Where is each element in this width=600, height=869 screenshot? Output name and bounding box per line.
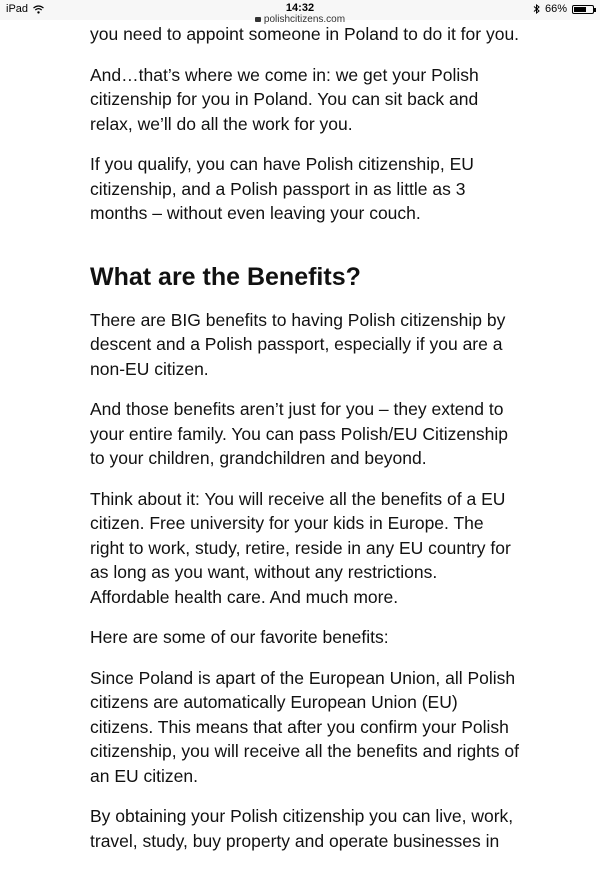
article-paragraph: you need to appoint someone in Poland to do it for you. — [90, 24, 520, 44]
clock: 14:32 — [285, 2, 315, 14]
section-heading: What are the Benefits? — [90, 262, 361, 291]
article-paragraph: By obtaining your Polish citizenship you can live, work, travel, study, buy property and operate businesses in — [90, 806, 514, 851]
battery-percent: 66% — [544, 3, 567, 15]
article-paragraph: If you qualify, you can have Polish citizenship, EU citizenship, and a Polish passport in as little as 3 months – without even leaving your couch. — [90, 154, 474, 223]
article-paragraph: Think about it: You will receive all the benefits of a EU citizen. Free university for your kids in Europe. The right to work, study, retire, reside in any EU country for as long as you want, without any restrictions. Affordable health care. And much more. — [90, 488, 511, 607]
article-paragraph: There are BIG benefits to having Polish citizenship by descent and a Polish passport, especially if you are a non-EU citizen. — [90, 309, 506, 379]
battery-icon — [572, 5, 594, 14]
bluetooth-icon — [533, 4, 540, 14]
article-paragraph: Since Poland is apart of the European Union, all Polish citizens are automatically European Union (EU) citizens. This means that after you confirm your Polish citizenship, you will receive all the benefits and rights of an EU citizen. — [90, 667, 519, 786]
article-paragraph: And those benefits aren’t just for you – they extend to your entire family. You can pass Polish/EU Citizenship to your children, grandchildren and beyond. — [90, 399, 508, 468]
article-paragraph: And…that’s where we come in: we get your Polish citizenship for you in Poland. You can sit back and relax, we’ll do all the work for you. — [90, 64, 479, 134]
device-label: iPad — [6, 3, 29, 15]
url-text[interactable]: polishcitizens.com — [263, 14, 346, 25]
article-paragraph: Here are some of our favorite benefits: — [90, 627, 389, 647]
article-content — [90, 22, 520, 869]
battery-level — [574, 7, 586, 12]
